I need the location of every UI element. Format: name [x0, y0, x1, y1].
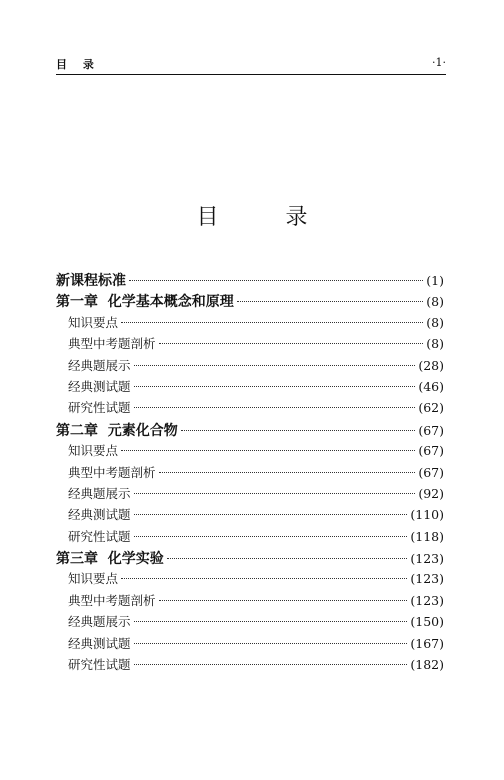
toc-entry[interactable] — [56, 441, 444, 462]
toc-entry-page: (8) — [426, 314, 444, 330]
toc-entry-page: (110) — [410, 507, 444, 523]
page-title: 目 录 — [196, 205, 338, 230]
dot-leader — [181, 430, 416, 431]
toc-entry-page: (123) — [410, 592, 444, 608]
toc-entry-label: 经典题展示 — [68, 485, 131, 501]
toc-entry-page: (46) — [418, 378, 444, 394]
dot-leader — [134, 621, 408, 622]
dot-leader — [237, 301, 424, 302]
toc-entry-page: (150) — [410, 614, 444, 630]
toc-entry-label: 新课程标准 — [56, 273, 126, 289]
toc-entry-page: (8) — [426, 336, 444, 352]
dot-leader — [159, 472, 416, 473]
running-header — [56, 56, 446, 74]
toc-entry[interactable] — [56, 591, 444, 612]
toc-entry-page: (182) — [410, 657, 444, 673]
dot-leader — [159, 600, 408, 601]
toc-entry-page: (67) — [418, 422, 444, 438]
toc-entry-label: 知识要点 — [68, 443, 119, 459]
dot-leader — [129, 280, 423, 281]
toc-entry-page: (8) — [426, 294, 444, 310]
dot-leader — [134, 536, 408, 537]
dot-leader — [134, 664, 408, 665]
toc-entry-label: 典型中考题剖析 — [68, 464, 156, 480]
toc-entry-label: 典型中考题剖析 — [68, 336, 156, 352]
toc-entry-label: 研究性试题 — [68, 400, 131, 416]
toc-entry-label: 第三章 化学实验 — [56, 551, 164, 568]
dot-leader — [134, 407, 416, 408]
toc-entry-page: (67) — [418, 443, 444, 459]
dot-leader — [134, 514, 408, 515]
dot-leader — [121, 450, 415, 451]
toc-entry-page: (123) — [410, 571, 444, 587]
toc-entry-page: (123) — [410, 551, 444, 567]
dot-leader — [134, 365, 416, 366]
toc-entry-label: 研究性试题 — [68, 528, 131, 544]
toc-entry-label: 第一章 化学基本概念和原理 — [56, 294, 234, 311]
toc-entry-label: 经典题展示 — [68, 614, 131, 630]
toc-entry-page: (92) — [418, 485, 444, 501]
toc-entry[interactable] — [56, 334, 444, 355]
toc-entry[interactable] — [56, 398, 444, 419]
toc-entry-label: 知识要点 — [68, 571, 119, 587]
toc-entry-page: (62) — [418, 400, 444, 416]
toc-entry[interactable] — [56, 484, 444, 505]
toc-entry-page: (167) — [410, 635, 444, 651]
table-of-contents — [56, 270, 444, 676]
toc-entry[interactable] — [56, 463, 444, 484]
toc-entry-label: 经典测试题 — [68, 378, 131, 394]
toc-entry[interactable] — [56, 420, 444, 441]
toc-entry[interactable] — [56, 505, 444, 526]
running-header-page-number: ·1· — [432, 56, 446, 69]
toc-entry-label: 第二章 元素化合物 — [56, 422, 178, 439]
header-rule — [56, 74, 446, 75]
toc-entry-label: 经典测试题 — [68, 635, 131, 651]
toc-entry[interactable] — [56, 356, 444, 377]
toc-entry[interactable] — [56, 377, 444, 398]
toc-entry-label: 经典测试题 — [68, 507, 131, 523]
toc-entry[interactable] — [56, 612, 444, 633]
toc-entry-page: (118) — [410, 528, 444, 544]
dot-leader — [159, 343, 424, 344]
toc-entry-page: (1) — [426, 273, 444, 288]
toc-entry[interactable] — [56, 569, 444, 590]
toc-entry-label: 典型中考题剖析 — [68, 592, 156, 608]
toc-entry-label: 研究性试题 — [68, 657, 131, 673]
toc-entry[interactable] — [56, 634, 444, 655]
dot-leader — [121, 578, 407, 579]
toc-entry[interactable] — [56, 313, 444, 334]
dot-leader — [134, 493, 416, 494]
toc-entry[interactable] — [56, 527, 444, 548]
running-header-title: 目 录 — [56, 58, 100, 71]
toc-entry-label: 经典题展示 — [68, 357, 131, 373]
dot-leader — [167, 558, 408, 559]
dot-leader — [121, 322, 423, 323]
toc-entry-page: (67) — [418, 464, 444, 480]
toc-entry[interactable] — [56, 655, 444, 676]
toc-entry-page: (28) — [418, 357, 444, 373]
toc-entry[interactable] — [56, 548, 444, 569]
dot-leader — [134, 386, 416, 387]
dot-leader — [134, 643, 408, 644]
toc-entry-label: 知识要点 — [68, 314, 119, 330]
toc-entry[interactable] — [56, 270, 444, 291]
toc-entry[interactable] — [56, 291, 444, 312]
